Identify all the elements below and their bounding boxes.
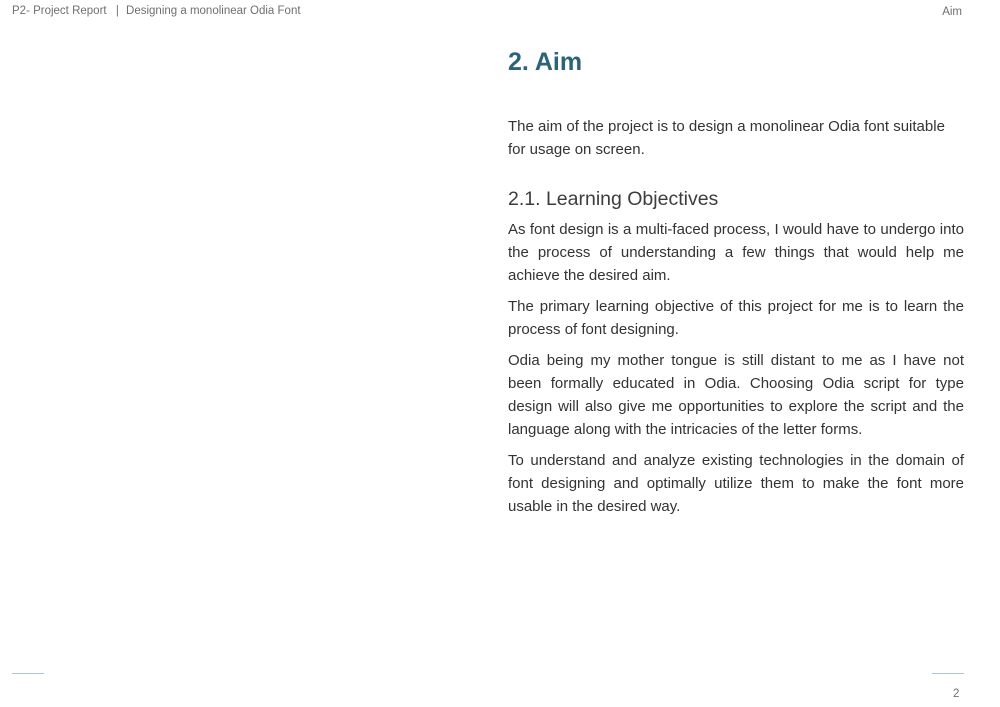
report-title: Designing a monolinear Odia Font (126, 5, 301, 17)
section-heading: 2. Aim (508, 48, 583, 76)
objective-paragraph: To understand and analyze existing technologies in the domain of font designing and optimally utilize them to make the font more usable in the desired way. (508, 452, 964, 515)
objective-paragraph: Odia being my mother tongue is still distant to me as I have not been formally educated in Odia. Choosing Odia script for type design will also give me opportunities to explore the script and the language along with the intricacies of the letter forms. (508, 352, 964, 438)
footer-rule-left (12, 673, 44, 674)
header-separator: | (115, 5, 119, 17)
aim-paragraph: The aim of the project is to design a monolinear Odia font suitable for usage on screen. (508, 118, 945, 158)
page-content (508, 44, 964, 518)
objective-paragraph: The primary learning objective of this project for me is to learn the process of font designing. (508, 298, 964, 338)
footer-rule-right (932, 673, 964, 674)
section-header: Aim (942, 6, 962, 18)
page-number: 2 (953, 688, 960, 700)
subsection-heading: 2.1. Learning Objectives (508, 188, 719, 210)
objective-paragraph: As font design is a multi-faced process, I would have to undergo into the process of understanding a few things that would help me achieve the desired aim. (508, 221, 964, 284)
report-label: P2- Project Report (12, 5, 107, 17)
running-header (12, 5, 301, 17)
